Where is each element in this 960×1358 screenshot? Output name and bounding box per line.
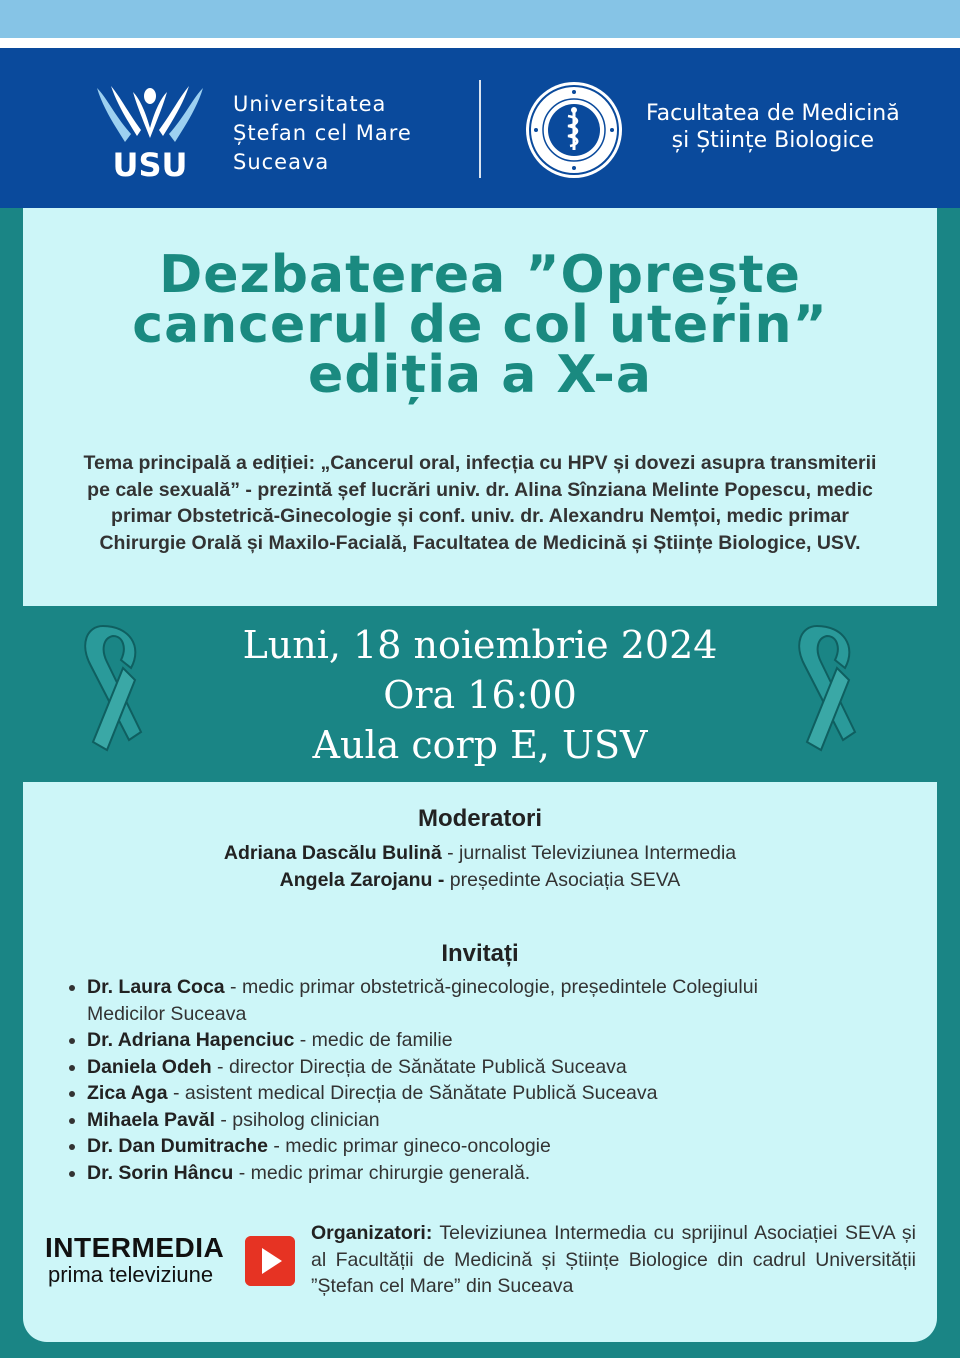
guest-role: - asistent medical Direcția de Sănătate Publică Suceava — [167, 1082, 658, 1104]
moderator-item — [23, 867, 937, 894]
moderators-list — [23, 840, 937, 893]
guest-role: - medic primar chirurgie generală. — [233, 1161, 531, 1184]
guest-item — [87, 1080, 807, 1107]
university-name-line: Ștefan cel Mare — [233, 121, 412, 145]
awareness-ribbon-icon — [787, 622, 887, 757]
header-divider — [479, 80, 481, 178]
intermedia-name: INTERMEDIA — [45, 1232, 225, 1263]
header-white-line — [0, 38, 960, 48]
usu-logo-text: USU — [112, 146, 188, 179]
guest-name: Dr. Dan Dumitrache — [87, 1135, 268, 1157]
guest-name: Mihaela Pavăl — [87, 1108, 215, 1131]
organizers-label: Organizatori: — [311, 1222, 433, 1244]
guest-name: Dr. Laura Coca — [87, 976, 225, 998]
event-date: Luni, 18 noiembrie 2024 — [242, 623, 718, 667]
guest-item — [87, 1027, 807, 1054]
moderator-item — [23, 840, 937, 867]
usu-logo — [95, 84, 205, 179]
guest-item — [87, 1133, 807, 1160]
guest-role: - psiholog clinician — [214, 1108, 380, 1131]
faculty-name-line: Facultatea de Medicină — [646, 101, 900, 126]
guest-role: - medic primar obstetrică-ginecologie, președintele Colegiului Medicilor Suceava — [87, 976, 758, 1025]
guests-list — [64, 974, 807, 1186]
page-title — [23, 245, 937, 405]
guest-role: - medic primar gineco-oncologie — [267, 1135, 551, 1157]
event-details — [180, 620, 780, 770]
university-name — [233, 90, 412, 177]
university-name-line: Universitatea — [233, 92, 387, 116]
organizers-body: Televiziunea Intermedia cu sprijinul Asociației SEVA și al Facultății de Medicină și Științe Biologice din cadrul Universității ”Ștefan cel Mare” din Suceava — [311, 1222, 916, 1297]
moderators-heading: Moderatori — [417, 805, 542, 832]
faculty-seal-icon — [524, 80, 624, 180]
guest-role: - director Direcția de Sănătate Publică Suceava — [211, 1055, 627, 1078]
title-line: Dezbaterea ”Oprește — [159, 245, 801, 305]
guest-name: Dr. Adriana Hapenciuc — [87, 1029, 295, 1051]
faculty-name-line: și Științe Biologice — [671, 128, 875, 153]
guests-heading: Invitați — [441, 940, 519, 967]
guest-role: - medic de familie — [294, 1029, 453, 1051]
university-name-line: Suceava — [233, 150, 330, 174]
guest-name: Zica Aga — [87, 1082, 168, 1104]
intermedia-logo — [45, 1232, 300, 1290]
title-line: ediția a X-a — [308, 345, 652, 405]
top-light-blue-strip — [0, 0, 960, 38]
edition-theme: Tema principală a ediției: „Cancerul oral, infecția cu HPV și dovezi asupra transmiterii pe cale sexuală” - prezintă șef lucrări univ. dr. Alina Sînziana Melinte Popescu, medic primar Obstetrică-Ginecologie și conf. univ. dr. Alexandru Nemțoi, medic primar Chirurgie Orală și Maxilo-Facială, Facultatea de Medicină și Științe Biologice, USV. — [83, 452, 877, 554]
guest-item — [87, 1107, 807, 1134]
play-icon — [245, 1236, 295, 1286]
event-time: Ora 16:00 — [383, 673, 577, 717]
awareness-ribbon-icon — [73, 622, 173, 757]
guest-item — [87, 1054, 807, 1081]
faculty-name — [646, 100, 900, 154]
intermedia-tagline: prima televiziune — [48, 1262, 214, 1287]
moderator-name: Adriana Dascălu Bulină — [223, 842, 442, 864]
guest-item — [87, 974, 807, 1027]
moderator-role: președinte Asociația SEVA — [449, 868, 681, 891]
guest-item — [87, 1160, 807, 1187]
event-location: Aula corp E, USV — [312, 723, 648, 767]
organizers-text — [311, 1220, 916, 1300]
guest-name: Daniela Odeh — [87, 1055, 212, 1078]
title-line: cancerul de col uterin” — [132, 295, 828, 355]
moderator-role: - jurnalist Televiziunea Intermedia — [441, 842, 737, 864]
guest-name: Dr. Sorin Hâncu — [87, 1161, 234, 1184]
moderator-name: Angela Zarojanu - — [279, 868, 450, 891]
